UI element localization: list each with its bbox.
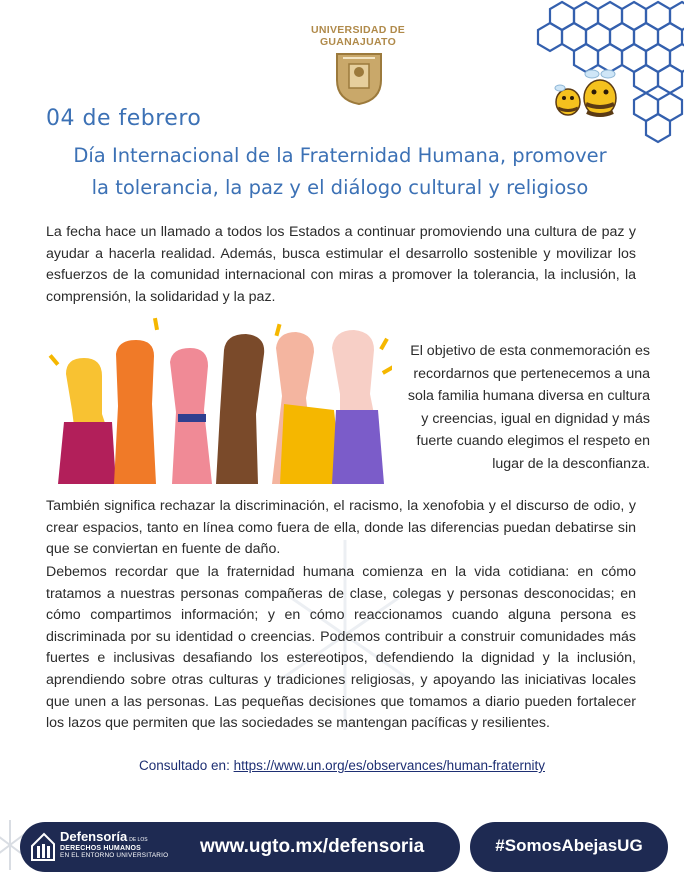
defensoria-logo-title: Defensoría DE LOS <box>60 829 148 844</box>
university-crest-logo <box>333 50 385 106</box>
source-citation <box>0 758 684 773</box>
raised-fists-illustration <box>44 314 392 484</box>
event-date: 04 de febrero <box>46 106 202 131</box>
title-line-2: la tolerancia, la paz y el diálogo cultural y religioso <box>91 176 589 199</box>
objective-text: El objetivo de esta conmemoración es recordarnos que pertenecemos a una sola familia humana diversa en cultura y creencias, igual en dignidad y más fuerte cuando elegimos el respeto en lugar de la desconfianza. <box>407 343 650 472</box>
defensoria-logo-subtitle: DERECHOS HUMANOS EN EL ENTORNO UNIVERSITARIO <box>60 845 169 859</box>
website-link[interactable]: www.ugto.mx/defensoria <box>200 836 425 857</box>
page-title <box>40 140 640 204</box>
university-name: UNIVERSIDAD DE GUANAJUATO <box>310 24 406 48</box>
title-line-1: Día Internacional de la Fraternidad Humana, promover <box>73 144 607 167</box>
hashtag-text: #SomosAbejasUG <box>495 836 643 855</box>
source-label: Consultado en: <box>139 758 234 773</box>
discrimination-paragraph: También significa rechazar la discriminación, el racismo, la xenofobia y el discurso de odio, y crear espacios, tanto en línea como fuera de ella, donde las diferencias puedan debatirse sin que se conviertan en fuente de daño. <box>46 498 636 558</box>
daily-life-paragraph: Debemos recordar que la fraternidad humana comienza en la vida cotidiana: en cómo tratamos a nuestras personas compañeras de clase, colegas y personas desconocidas; en cómo compartimos información; y en cómo reaccionamos cuando alguna persona es discriminada por su identidad o creencias. Podemos contribuir a construir comunidades más fuertes e inclusivas desafiando los estereotipos, defendiendo la dignidad y la inclusión, aprendiendo sobre otras culturas y tradiciones religiosas, y apoyando las iniciativas locales que unen a las personas. Las pequeñas decisiones que tomamos a diario pueden fortalecer los lazos que permiten que las sociedades se mantengan pacíficas y resilientes. <box>46 564 636 732</box>
source-link[interactable]: https://www.un.org/es/observances/human-fraternity <box>233 758 545 773</box>
defensoria-logo-icon <box>30 828 56 866</box>
intro-paragraph: La fecha hace un llamado a todos los Estados a continuar promoviendo una cultura de paz y ayudar a hacerla realidad. Además, busca estimular el desarrollo sostenible y movilizar los esfuerzos de la comunidad internacional con miras a promover la tolerancia, la inclusión, la comprensión, la solidaridad y la paz. <box>46 224 636 305</box>
bees-illustration <box>550 68 622 124</box>
